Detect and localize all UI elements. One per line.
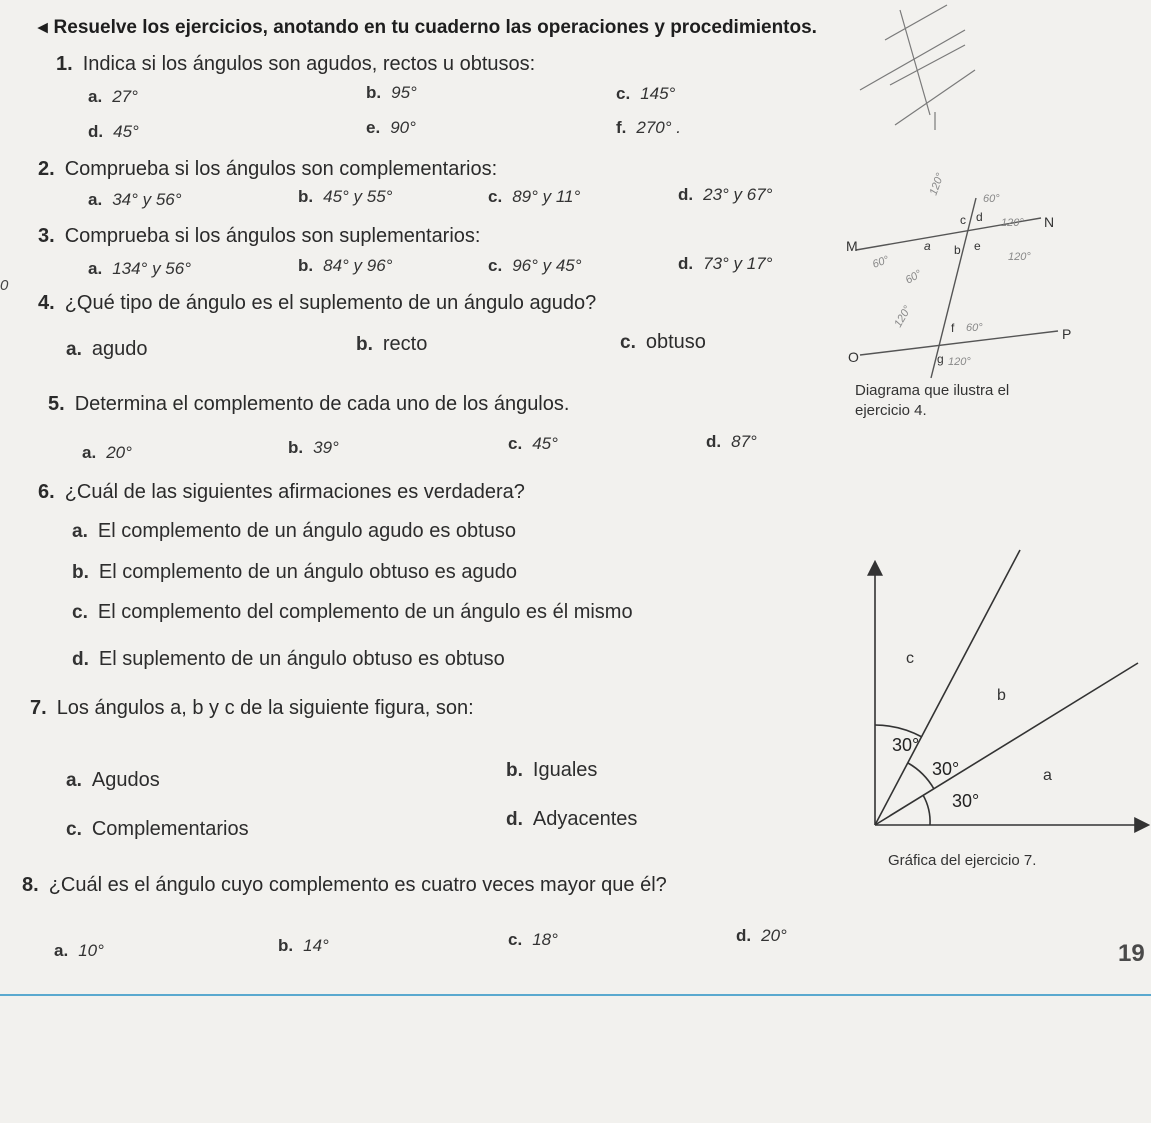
arc-angle-a	[923, 795, 930, 825]
ex5-option-d	[706, 432, 757, 452]
option-letter: e.	[366, 118, 381, 137]
option-letter: c.	[72, 602, 88, 623]
option-value: 90°	[390, 118, 416, 137]
ex6-option-a	[72, 520, 516, 543]
option-value: 34° y 56°	[112, 190, 182, 209]
ex1-option-b	[366, 83, 417, 103]
option-value: 23° y 67°	[703, 185, 773, 204]
ex7-option-b	[506, 759, 597, 782]
option-value: 96° y 45°	[512, 256, 582, 275]
handwritten-note: 120°	[948, 356, 971, 368]
handwritten-note: 60°	[966, 322, 983, 334]
option-value: 10°	[78, 941, 104, 960]
option-value: 45°	[532, 434, 558, 453]
ex2-option-d	[678, 185, 772, 205]
exercise-number: 4.	[38, 292, 55, 314]
ex1-option-d	[88, 122, 139, 142]
label-angle-d: d	[976, 210, 983, 224]
ex3-option-d	[678, 254, 772, 274]
exercise-8-prompt	[22, 874, 667, 897]
option-value: 84° y 96°	[323, 256, 393, 275]
option-value: 27°	[112, 87, 138, 106]
exercise-7-prompt	[30, 697, 474, 720]
exercise-5-prompt	[48, 393, 569, 416]
exercise-number: 6.	[38, 481, 55, 503]
exercise-text: Comprueba si los ángulos son suplementarios:	[64, 225, 481, 247]
option-letter: a.	[88, 259, 103, 278]
option-value: 73° y 17°	[703, 254, 773, 273]
option-value: agudo	[91, 338, 148, 360]
option-letter: b.	[278, 936, 294, 955]
option-value: El complemento de un ángulo obtuso es agudo	[98, 561, 517, 583]
option-value: Iguales	[532, 759, 598, 781]
exercise-text: Los ángulos a, b y c de la siguiente figura, son:	[56, 697, 474, 719]
option-letter: c.	[616, 84, 631, 103]
ex3-option-c	[488, 256, 582, 276]
option-letter: b.	[506, 760, 523, 781]
ex2-option-c	[488, 187, 580, 207]
option-letter: d.	[506, 809, 523, 830]
exercise-number: 3.	[38, 225, 55, 247]
diagram-ex4	[836, 168, 1076, 383]
option-letter: d.	[72, 649, 89, 670]
label-n: N	[1044, 214, 1055, 230]
handwritten-note: 60°	[983, 193, 1000, 205]
ex5-option-a	[82, 443, 132, 463]
transversal-line	[931, 198, 976, 378]
exercise-3-prompt	[38, 225, 480, 248]
label-c: c	[906, 650, 914, 667]
exercise-number: 1.	[56, 53, 73, 75]
handwritten-note: 120°	[1001, 217, 1024, 229]
option-letter: a.	[88, 190, 103, 209]
bullet-icon: ◂	[38, 17, 48, 38]
ex6-option-c	[72, 601, 633, 624]
option-value: 45°	[113, 122, 139, 141]
option-letter: b.	[366, 83, 382, 102]
ex6-option-b	[72, 561, 517, 584]
arc-angle-b	[908, 763, 934, 789]
ex4-option-c	[620, 331, 706, 354]
exercise-2-prompt	[38, 158, 497, 181]
ex7-option-a	[66, 769, 160, 792]
option-value: El complemento del complemento de un ángulo es él mismo	[97, 601, 633, 623]
option-value: 20°	[761, 926, 787, 945]
ex1-option-e	[366, 118, 416, 138]
ex8-option-b	[278, 936, 329, 956]
option-letter: d.	[678, 185, 694, 204]
ex1-option-f	[616, 118, 681, 138]
option-letter: b.	[298, 187, 314, 206]
ex5-option-c	[508, 434, 558, 454]
option-letter: d.	[736, 926, 752, 945]
option-letter: c.	[66, 819, 82, 840]
option-letter: b.	[356, 334, 373, 355]
option-value: recto	[382, 333, 428, 355]
ex5-option-b	[288, 438, 339, 458]
option-value: 134° y 56°	[112, 259, 192, 278]
margin-mark: 0	[0, 277, 9, 294]
option-letter: c.	[508, 434, 523, 453]
label-angle-a: a	[924, 239, 931, 253]
ex7-option-c	[66, 818, 249, 841]
ex2-option-a	[88, 190, 182, 210]
label-b: b	[997, 687, 1006, 704]
ex3-option-b	[298, 256, 392, 276]
ex6-option-d	[72, 648, 505, 671]
line-op	[860, 331, 1058, 355]
option-letter: d.	[678, 254, 694, 273]
angle-label-c: 30°	[892, 735, 920, 755]
ex4-option-b	[356, 333, 427, 356]
diagram-ex7-caption: Gráfica del ejercicio 7.	[888, 852, 1037, 869]
option-value: Agudos	[91, 769, 160, 791]
exercise-text: Indica si los ángulos son agudos, rectos u obtusos:	[82, 53, 536, 75]
label-a: a	[1043, 767, 1052, 784]
exercise-text: ¿Cuál es el ángulo cuyo complemento es cuatro veces mayor que él?	[48, 874, 667, 896]
option-value: 20°	[106, 443, 132, 462]
option-letter: a.	[72, 521, 88, 542]
ex3-option-a	[88, 259, 191, 279]
option-value: 18°	[532, 930, 558, 949]
corner-sketch	[855, 0, 985, 140]
option-value: Adyacentes	[532, 808, 638, 830]
handwritten-note: 120°	[892, 303, 914, 330]
angle-label-b: 30°	[932, 759, 960, 779]
option-letter: a.	[66, 770, 82, 791]
label-p: P	[1062, 326, 1072, 342]
option-letter: c.	[488, 187, 503, 206]
option-value: 87°	[731, 432, 757, 451]
option-value: 89° y 11°	[512, 187, 581, 206]
exercise-number: 2.	[38, 158, 55, 180]
option-letter: c.	[620, 332, 636, 353]
angle-label-a: 30°	[952, 791, 980, 811]
option-letter: c.	[508, 930, 523, 949]
page-number: 19	[1118, 940, 1145, 967]
exercise-text: Determina el complemento de cada uno de los ángulos.	[74, 393, 570, 415]
option-letter: a.	[88, 87, 103, 106]
ex1-option-a	[88, 87, 138, 107]
label-angle-c: c	[960, 213, 966, 227]
label-m: M	[846, 238, 858, 254]
exercise-number: 7.	[30, 697, 47, 719]
exercise-6-prompt	[38, 481, 525, 504]
ex1-option-c	[616, 84, 675, 104]
ex8-option-a	[54, 941, 104, 961]
option-letter: f.	[616, 118, 627, 137]
handwritten-note: 120°	[927, 171, 947, 198]
label-angle-f: f	[951, 321, 955, 335]
option-letter: a.	[66, 339, 82, 360]
option-value: El complemento de un ángulo agudo es obtuso	[97, 520, 516, 542]
exercise-number: 5.	[48, 393, 65, 415]
label-angle-g: g	[937, 352, 944, 366]
ex7-option-d	[506, 808, 637, 831]
option-value: Complementarios	[91, 818, 249, 840]
option-letter: a.	[82, 443, 97, 462]
exercise-1-prompt	[56, 53, 535, 76]
label-angle-e: e	[974, 239, 981, 253]
option-letter: b.	[72, 562, 89, 583]
label-o: O	[848, 349, 859, 365]
option-letter: b.	[298, 256, 314, 275]
instructions-header	[38, 16, 817, 39]
option-value: El suplemento de un ángulo obtuso es obtuso	[98, 648, 505, 670]
handwritten-note: 60°	[870, 253, 891, 271]
option-letter: d.	[88, 122, 104, 141]
instruction-text: Resuelve los ejercicios, anotando en tu cuaderno las operaciones y procedimientos.	[53, 17, 817, 38]
option-letter: c.	[488, 256, 503, 275]
ex8-option-c	[508, 930, 558, 950]
exercise-text: ¿Cuál de las siguientes afirmaciones es verdadera?	[64, 481, 525, 503]
option-letter: a.	[54, 941, 69, 960]
option-value: 14°	[303, 936, 329, 955]
exercise-text: Comprueba si los ángulos son complementarios:	[64, 158, 498, 180]
handwritten-note: 60°	[903, 267, 924, 287]
ex8-option-d	[736, 926, 787, 946]
handwritten-note: 120°	[1008, 251, 1031, 263]
label-angle-b: b	[954, 243, 961, 257]
ex2-option-b	[298, 187, 392, 207]
option-value: 45° y 55°	[323, 187, 393, 206]
option-value: 270° .	[636, 118, 681, 137]
diagram-ex4-caption: Diagrama que ilustra el ejercicio 4.	[855, 382, 1010, 419]
option-value: 145°	[640, 84, 676, 103]
option-letter: d.	[706, 432, 722, 451]
exercise-text: ¿Qué tipo de ángulo es el suplemento de un ángulo agudo?	[64, 292, 597, 314]
ex4-option-a	[66, 338, 147, 361]
page-bottom-rule	[0, 994, 1151, 996]
option-value: obtuso	[645, 331, 706, 353]
exercise-4-prompt	[38, 292, 596, 315]
exercise-number: 8.	[22, 874, 39, 896]
option-value: 39°	[313, 438, 339, 457]
option-value: 95°	[391, 83, 417, 102]
option-letter: b.	[288, 438, 304, 457]
diagram-ex7	[860, 545, 1151, 835]
